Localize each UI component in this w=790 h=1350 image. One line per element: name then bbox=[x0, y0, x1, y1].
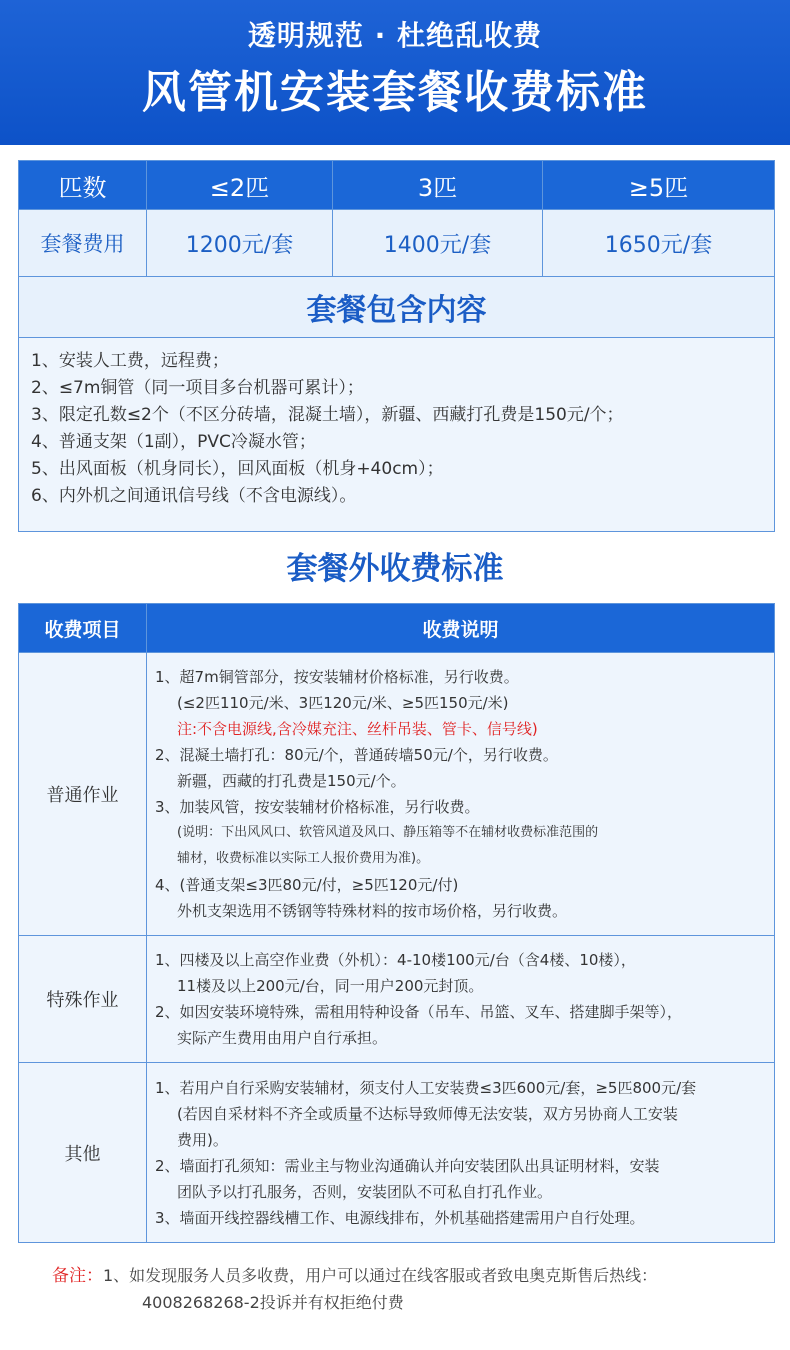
desc-line: 4、(普通支架≤3匹80元/付，≥5匹120元/付) bbox=[155, 876, 459, 894]
desc-line: 外机支架选用不锈钢等特殊材料的按市场价格，另行收费。 bbox=[177, 902, 568, 920]
note-label: 备注： bbox=[52, 1266, 103, 1286]
includes-title: 套餐包含内容 bbox=[19, 277, 775, 338]
header-cell-desc: 收费说明 bbox=[147, 604, 775, 653]
table-row-special bbox=[19, 936, 775, 1063]
desc-line: 3、墙面开线控器线槽工作、电源线排布，外机基础搭建需用户自行处理。 bbox=[155, 1208, 645, 1227]
desc-line: 1、四楼及以上高空作业费（外机）：4-10楼100元/台（含4楼、10楼）， bbox=[155, 951, 636, 969]
includes-item: 2、≤7m铜管（同一项目多台机器可累计）； bbox=[31, 378, 364, 398]
includes-item: 6、内外机之间通讯信号线（不含电源线）。 bbox=[31, 486, 357, 506]
desc-line: 3、加装风管，按安装辅材价格标准，另行收费。 bbox=[155, 798, 480, 816]
desc-line: 2、混凝土墙打孔：80元/个，普通砖墙50元/个，另行收费。 bbox=[155, 746, 558, 764]
row-category: 特殊作业 bbox=[19, 936, 147, 1063]
desc-line: 2、如因安装环境特殊，需租用特种设备（吊车、吊篮、叉车、搭建脚手架等）， bbox=[155, 1003, 683, 1021]
desc-line: 2、墙面打孔须知：需业主与物业沟通确认并向安装团队出具证明材料，安装 bbox=[155, 1156, 660, 1175]
price-3hp: 1400元/套 bbox=[333, 210, 543, 277]
row-description bbox=[147, 653, 775, 936]
extra-fee-table bbox=[18, 603, 775, 1243]
row-description bbox=[147, 936, 775, 1063]
extra-section-title: 套餐外收费标准 bbox=[286, 551, 504, 587]
desc-line: 1、超7m铜管部分，按安装辅材价格标准，另行收费。 bbox=[155, 668, 519, 686]
header-title: 风管机安装套餐收费标准 bbox=[142, 67, 648, 118]
includes-item: 3、限定孔数≤2个（不区分砖墙，混凝土墙），新疆、西藏打孔费是150元/个； bbox=[31, 405, 624, 425]
desc-line: 团队予以打孔服务，否则，安装团队不可私自打孔作业。 bbox=[177, 1182, 553, 1201]
header-cell-2hp: ≤2匹 bbox=[147, 161, 333, 210]
header-cell-5hp: ≥5匹 bbox=[543, 161, 775, 210]
header-cell-capacity: 匹数 bbox=[19, 161, 147, 210]
desc-line: (若因自采材料不齐全或质量不达标导致师傅无法安装，双方另协商人工安装 bbox=[177, 1104, 678, 1123]
desc-line: (≤2匹110元/米、3匹120元/米、≥5匹150元/米) bbox=[177, 694, 509, 712]
note-line-1 bbox=[52, 1262, 772, 1290]
page-header bbox=[0, 0, 790, 145]
desc-line: 实际产生费用由用户自行承担。 bbox=[177, 1029, 388, 1047]
desc-line: 新疆，西藏的打孔费是150元/个。 bbox=[177, 772, 406, 790]
note-line-2: 4008268268-2投诉并有权拒绝付费 bbox=[142, 1293, 404, 1312]
price-2hp: 1200元/套 bbox=[147, 210, 333, 277]
header-cell-3hp: 3匹 bbox=[333, 161, 543, 210]
header-cell-item: 收费项目 bbox=[19, 604, 147, 653]
includes-list bbox=[19, 338, 775, 532]
row-category: 普通作业 bbox=[19, 653, 147, 936]
price-5hp: 1650元/套 bbox=[543, 210, 775, 277]
table-row-normal bbox=[19, 653, 775, 936]
includes-item: 4、普通支架（1副），PVC冷凝水管； bbox=[31, 432, 316, 452]
table-row-other bbox=[19, 1063, 775, 1243]
price-label: 套餐费用 bbox=[19, 210, 147, 277]
desc-line: 1、若用户自行采购安装辅材，须支付人工安装费≤3匹600元/套，≥5匹800元/套 bbox=[155, 1078, 697, 1097]
row-description bbox=[147, 1063, 775, 1243]
includes-item: 1、安装人工费，远程费； bbox=[31, 351, 229, 371]
desc-line: 辅材，收费标准以实际工人报价费用为准)。 bbox=[177, 851, 430, 866]
header-subtitle: 透明规范 · 杜绝乱收费 bbox=[247, 19, 543, 52]
desc-line: (说明：下出风风口、软管风道及风口、静压箱等不在辅材收费标准范围的 bbox=[177, 825, 599, 840]
includes-item: 5、出风面板（机身同长），回风面板（机身+40cm）； bbox=[31, 459, 444, 479]
note-text: 1、如发现服务人员多收费，用户可以通过在线客服或者致电奥克斯售后热线： bbox=[103, 1266, 658, 1285]
desc-line: 费用)。 bbox=[177, 1130, 228, 1149]
desc-line: 11楼及以上200元/台，同一用户200元封顶。 bbox=[177, 977, 484, 995]
package-table bbox=[18, 160, 775, 532]
desc-note-red: 注:不含电源线,含冷媒充注、丝杆吊装、管卡、信号线) bbox=[177, 720, 538, 738]
row-category: 其他 bbox=[19, 1063, 147, 1243]
footer-note bbox=[52, 1262, 772, 1316]
